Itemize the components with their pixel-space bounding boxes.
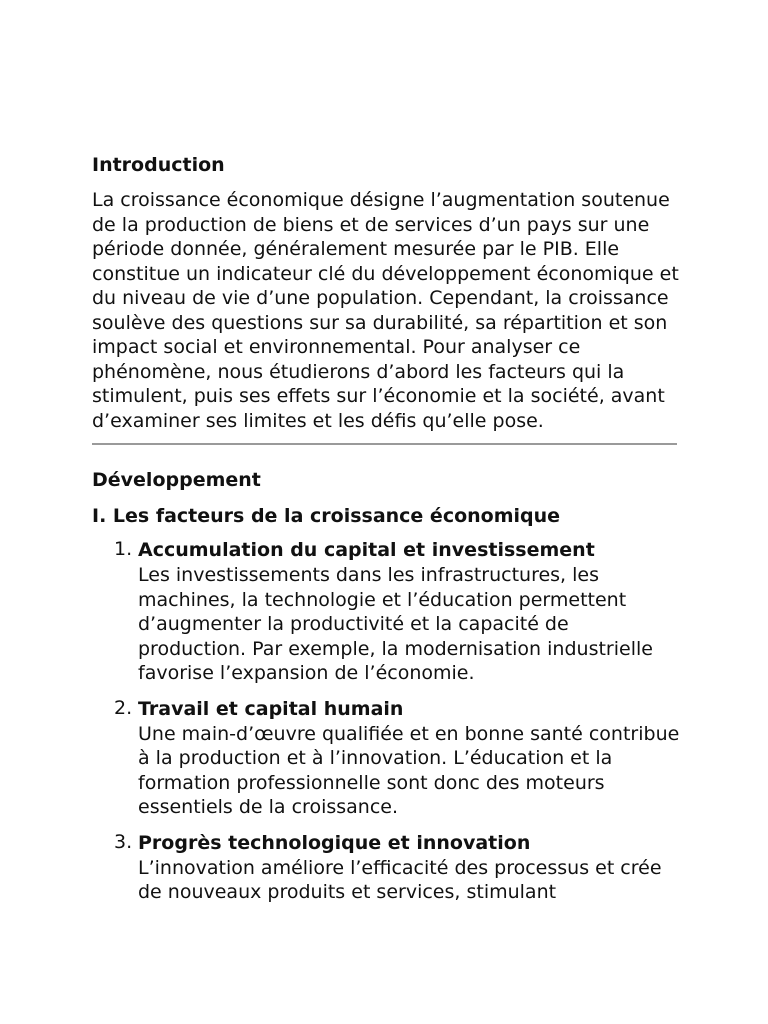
list-item-number: 3. [114,830,133,853]
list-item [92,537,682,686]
list-item-number: 1. [114,538,133,560]
development-heading: Développement [92,469,261,491]
list-item-text: L’innovation améliore l’efficacité des processus et crée de nouveaux produits et services, stimulant [138,856,662,903]
list-item-title: Progrès technologique et innovation [138,831,531,854]
section-title: I. Les facteurs de la croissance économique [92,505,561,527]
list-item [92,696,682,820]
factors-list [92,537,682,905]
intro-heading: Introduction [92,154,225,176]
list-item-title: Travail et capital humain [138,697,404,720]
list-item-title: Accumulation du capital et investissement [138,539,595,561]
list-item-text: Une main-d’œuvre qualifiée et en bonne santé contribue à la production et à l’innovation. L’éducation et la formation professionnelle sont donc des moteurs essentiels de la croissance. [138,722,680,818]
list-item-number: 2. [114,696,133,719]
list-item-text: Les investissements dans les infrastructures, les machines, la technologie et l’éducation permettent d’augmenter la productivité et la capacité de production. Par exemple, la modernisation industrielle favorise l’expansion de l’économie. [138,564,653,684]
document-content [92,152,682,915]
intro-paragraph: La croissance économique désigne l’augmentation soutenue de la production de biens et de services d’un pays sur une période donnée, généralement mesurée par le PIB. Elle constitue un indicateur clé du développement économique et du niveau de vie d’une population. Cependant, la croissance soulève des questions sur sa durabilité, sa répartition et son impact social et environnemental. Pour analyser ce phénomène, nous étudierons d’abord les facteurs qui la stimulent, puis ses effets sur l’économie et la société, avant d’examiner ses limites et les défis qu’elle pose. [92,189,679,432]
section-divider [92,443,677,445]
list-item [92,830,682,905]
